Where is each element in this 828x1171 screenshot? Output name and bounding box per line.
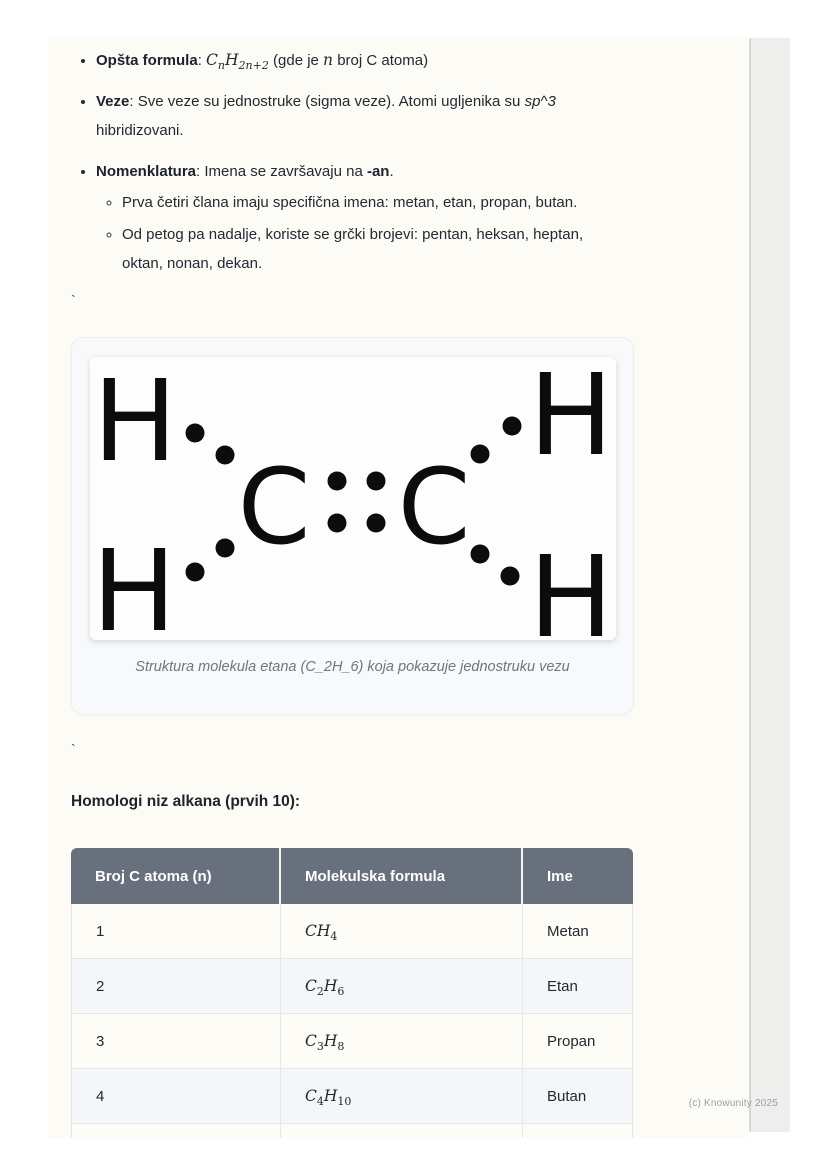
sub-bullet-greek-numbers: ◦ Od petog pa nadalje, koriste se grčki brojevi: pentan, heksan, heptan, oktan, nonan, dekan. [122,220,634,278]
document-page [48,37,748,1138]
electron-dot [327,514,346,533]
table-header-row [71,848,633,904]
cell-formula: $C_3H_8$ [281,1014,523,1069]
table-row-partial [71,1124,633,1138]
cell-formula [281,1124,523,1138]
bullet-bonds [96,87,634,145]
carbon-atom-left: C [237,446,310,568]
electron-dot [327,472,346,491]
lewis-structure-svg [90,357,616,640]
formula-general: $C_nH_{2n+2}$ [206,51,269,73]
knowunity-watermark: (c) Knowunity 2025 [688,1098,778,1109]
carbon-atom-right: C [397,446,470,568]
bullet-nomenclature [96,157,634,278]
header-cell-molecular-formula: Molekulska formula [281,848,523,904]
cell-name: Etan [523,959,633,1014]
electron-dot [470,445,489,464]
cell-formula: $C_4H_{10}$ [281,1069,523,1124]
electron-dot [185,563,204,582]
sp3-term: sp^3 [524,93,556,110]
header-cell-carbon-count: Broj C atoma (n) [71,848,281,904]
table-row [71,1069,633,1124]
hydrogen-atom-bottom-left: H [91,527,176,640]
cell-name: Metan [523,904,633,959]
electron-dot [366,514,385,533]
table-heading: Homologi niz alkana (prvih 10): [71,793,301,810]
cell-formula: $CH_4$ [281,904,523,959]
variable-n: n [323,51,334,69]
electron-dot [470,545,489,564]
bullet-label: Opšta formula [96,52,198,69]
cell-n [71,1124,281,1138]
ethane-figure-card [71,337,634,715]
header-cell-name: Ime [523,848,633,904]
table-row [71,959,633,1014]
cell-formula: $C_2H_6$ [281,959,523,1014]
bullet-list [71,46,634,278]
cell-n: 3 [71,1014,281,1069]
bullet-general-formula [96,46,634,75]
alkane-table [71,848,633,1138]
cell-n: 4 [71,1069,281,1124]
table-row [71,904,633,959]
sub-bullet-list [96,188,634,278]
figure-caption: Struktura molekula etana (C_2H_6) koja pokazuje jednostruku vezu [135,659,570,675]
cell-name [523,1124,633,1138]
bullet-label: Veze [96,93,130,110]
cell-n: 2 [71,959,281,1014]
bullet-text: (gde je [268,52,324,69]
cell-n: 1 [71,904,281,959]
bullet-text-line2: hibridizovani. [96,122,184,139]
separator: : [197,52,207,69]
table-row [71,1014,633,1069]
bullet-text: . [389,163,394,180]
electron-dot [215,446,234,465]
hydrogen-atom-top-left: H [92,357,177,487]
document-content [48,37,748,1138]
hydrogen-atom-top-right: H [528,357,613,481]
stray-backtick-2: ` [71,741,76,757]
electron-dot [215,539,234,558]
electron-dot [366,472,385,491]
bullet-text: : Sve veze su jednostruke (sigma veze). Atomi ugljenika su [129,93,525,110]
hydrogen-atom-bottom-right: H [528,533,613,640]
suffix-an: -an [366,163,390,180]
electron-dot [502,417,521,436]
stray-backtick-1: ` [71,292,76,308]
ethane-lewis-structure-image [90,357,616,640]
electron-dot [185,424,204,443]
electron-dot [500,567,519,586]
bullet-text: : Imena se završavaju na [196,163,367,180]
cell-name: Butan [523,1069,633,1124]
scrollbar-track[interactable] [749,38,790,1132]
bullet-label: Nomenklatura [96,163,197,180]
cell-name: Propan [523,1014,633,1069]
bullet-text: broj C atoma) [333,52,429,69]
sub-bullet-first-four: ◦ Prva četiri člana imaju specifična imena: metan, etan, propan, butan. [122,188,634,217]
